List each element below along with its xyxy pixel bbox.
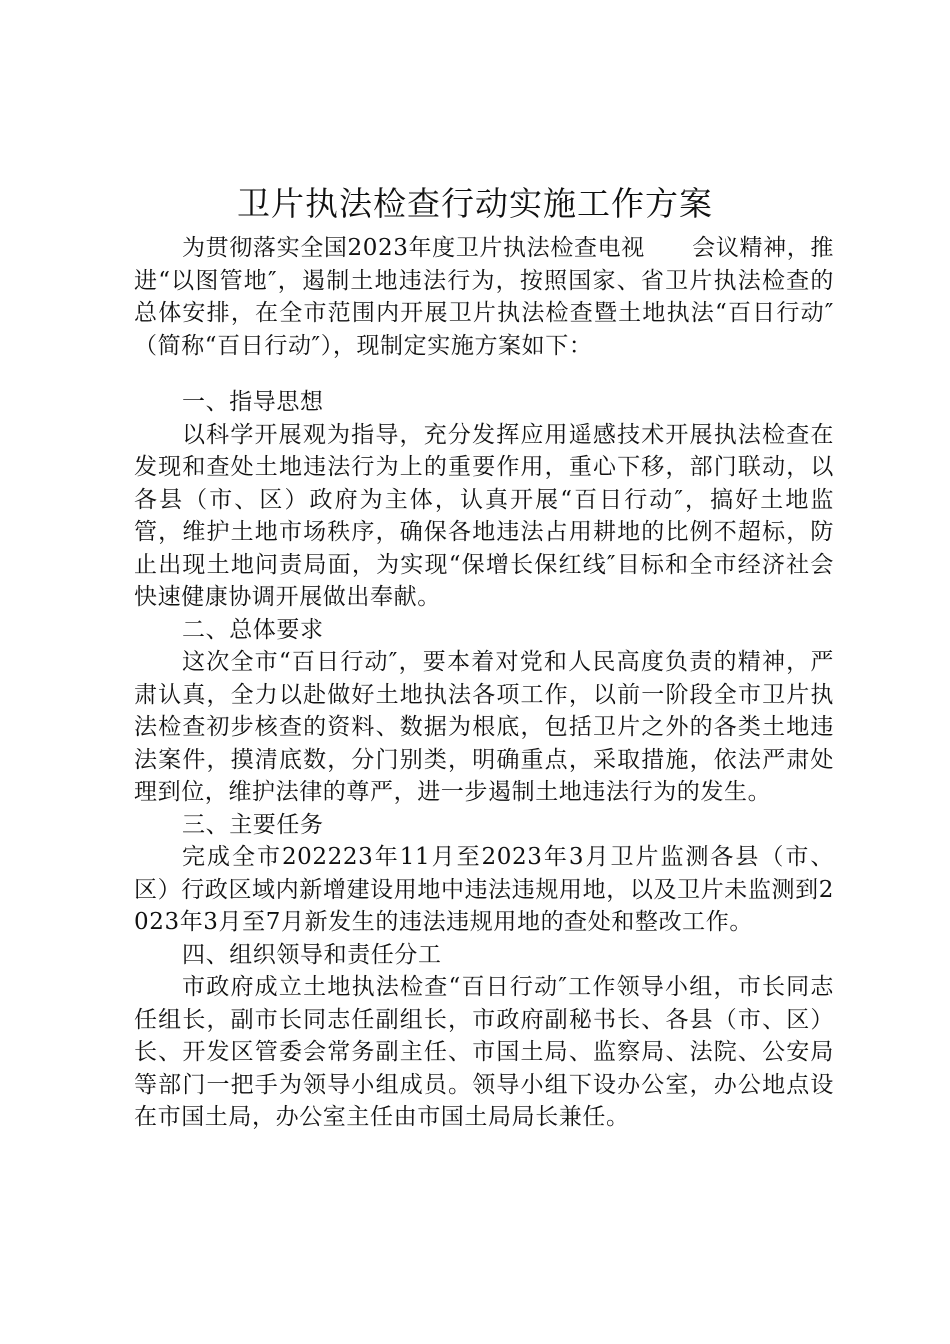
section-heading-main-tasks: 三、主要任务 bbox=[182, 811, 324, 838]
paragraph-spacer bbox=[134, 362, 834, 386]
section-text-guiding-ideology: 以科学开展观为指导，充分发挥应用遥感技术开展执法检查在发现和查处土地违法行为上的重要作用，重心下移，部门联动，以各县（市、区）政府为主体，认真开展“百日行动″，搞好土地监管，维护土地市场秩序，确保各地违法占用耕地的比例不超标，防止出现土地问责局面，为实现“保增长保红线″目标和全市经济社会快速健康协调开展做出奉献。 bbox=[134, 421, 834, 610]
document-title: 卫片执法检查行动实施工作方案 bbox=[237, 184, 713, 223]
section-text-organization: 市政府成立土地执法检查“百日行动″工作领导小组，市长同志任组长，副市长同志任副组长，市政府副秘书长、各县（市、区）长、开发区管委会常务副主任、市国土局、监察局、法院、公安局等部门一把手为领导小组成员。领导小组下设办公室，办公地点设在市国土局，办公室主任由市国土局局长兼任。 bbox=[134, 974, 834, 1130]
section-heading-guiding-ideology: 一、指导思想 bbox=[182, 389, 324, 415]
section-text-overall-requirements: 这次全市“百日行动″，要本着对党和人民高度负责的精神，严肃认真，全力以赴做好土地执法各项工作，以前一阶段全市卫片执法检查初步核查的资料、数据为根底，包括卫片之外的各类土地违法案件，摸清底数，分门别类，明确重点，采取措施，依法严肃处理到位，维护法律的尊严，进一步遏制土地违法行为的发生。 bbox=[134, 649, 834, 805]
section-heading-overall-requirements: 二、总体要求 bbox=[182, 616, 324, 643]
section-text-main-tasks: 完成全市202223年11月至2023年3月卫片监测各县（市、区）行政区域内新增建设用地中违法违规用地，以及卫片未监测到2023年3月至7月新发生的违法违规用地的查处和整改工作。 bbox=[134, 844, 834, 935]
section-heading-organization: 四、组织领导和责任分工 bbox=[182, 941, 442, 968]
document-body bbox=[134, 232, 834, 1134]
intro-paragraph: 为贯彻落实全国2023年度卫片执法检查电视 会议精神，推进“以图管地″，遏制土地违法行为，按照国家、省卫片执法检查的总体安排，在全市范围内开展卫片执法检查暨土地执法“百日行动″（简称“百日行动″），现制定实施方案如下： bbox=[134, 235, 834, 359]
